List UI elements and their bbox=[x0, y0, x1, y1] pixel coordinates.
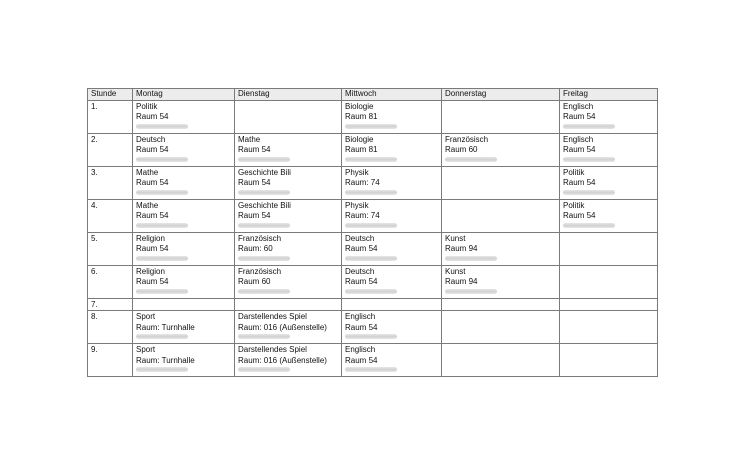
lesson-subject: Mathe bbox=[238, 134, 261, 144]
redacted-teacher-name bbox=[563, 223, 615, 228]
lesson-subject: Politik bbox=[136, 101, 158, 111]
table-row bbox=[88, 166, 658, 199]
lesson-room: Raum: 016 (Außenstelle) bbox=[238, 322, 327, 332]
redacted-teacher-name bbox=[345, 256, 397, 261]
redacted-teacher-name bbox=[238, 157, 290, 162]
period-cell: 4. bbox=[88, 199, 133, 232]
lesson-room: Raum 60 bbox=[445, 145, 478, 154]
lesson-subject: Physik bbox=[345, 167, 369, 177]
redacted-teacher-name bbox=[345, 334, 397, 339]
lesson-room: Raum: 016 (Außenstelle) bbox=[238, 355, 327, 365]
lesson-cell bbox=[342, 100, 442, 133]
lesson-room: Raum 54 bbox=[345, 322, 378, 332]
redacted-teacher-name bbox=[238, 334, 290, 339]
lesson-cell bbox=[133, 232, 235, 265]
lesson-cell bbox=[560, 166, 658, 199]
lesson-room: Raum 54 bbox=[136, 211, 169, 220]
lesson-room: Raum 54 bbox=[563, 112, 596, 121]
lesson-cell bbox=[235, 265, 342, 298]
table-row bbox=[88, 133, 658, 166]
lesson-room: Raum 54 bbox=[563, 145, 596, 154]
lesson-room: Raum 81 bbox=[345, 145, 378, 154]
timetable bbox=[87, 88, 658, 377]
column-header-friday: Freitag bbox=[560, 89, 658, 101]
period-cell: 6. bbox=[88, 265, 133, 298]
lesson-cell bbox=[235, 311, 342, 344]
lesson-room: Raum 54 bbox=[136, 277, 169, 286]
empty-cell bbox=[442, 100, 560, 133]
lesson-room: Raum 60 bbox=[238, 277, 271, 286]
lesson-cell bbox=[442, 133, 560, 166]
redacted-teacher-name bbox=[445, 157, 497, 162]
lesson-cell bbox=[342, 232, 442, 265]
redacted-teacher-name bbox=[345, 190, 397, 195]
lesson-cell bbox=[133, 166, 235, 199]
lesson-cell bbox=[235, 199, 342, 232]
lesson-room: Raum 54 bbox=[345, 244, 378, 253]
lesson-subject: Englisch bbox=[563, 134, 594, 144]
redacted-teacher-name bbox=[563, 157, 615, 162]
lesson-room: Raum: Turnhalle bbox=[136, 355, 195, 365]
lesson-subject: Politik bbox=[563, 167, 585, 177]
redacted-teacher-name bbox=[136, 190, 188, 195]
lesson-cell bbox=[133, 344, 235, 377]
header-row bbox=[88, 89, 658, 101]
lesson-room: Raum: 74 bbox=[345, 178, 380, 187]
period-cell: 8. bbox=[88, 311, 133, 344]
empty-cell bbox=[442, 199, 560, 232]
table-row bbox=[88, 199, 658, 232]
lesson-cell bbox=[560, 199, 658, 232]
lesson-subject: Kunst bbox=[445, 266, 466, 276]
lesson-cell bbox=[342, 265, 442, 298]
lesson-subject: Religion bbox=[136, 266, 165, 276]
empty-cell bbox=[442, 311, 560, 344]
lesson-subject: Englisch bbox=[345, 312, 376, 321]
lesson-cell bbox=[235, 232, 342, 265]
lesson-subject: Sport bbox=[136, 312, 156, 321]
lesson-cell bbox=[560, 133, 658, 166]
column-header-period: Stunde bbox=[88, 89, 133, 101]
redacted-teacher-name bbox=[136, 124, 188, 129]
period-cell: 1. bbox=[88, 100, 133, 133]
lesson-room: Raum 54 bbox=[136, 178, 169, 187]
lesson-cell bbox=[133, 199, 235, 232]
column-header-wednesday: Mittwoch bbox=[342, 89, 442, 101]
lesson-subject: Darstellendes Spiel bbox=[238, 312, 307, 321]
redacted-teacher-name bbox=[136, 256, 188, 261]
lesson-subject: Mathe bbox=[136, 167, 159, 177]
redacted-teacher-name bbox=[136, 223, 188, 228]
lesson-room: Raum 54 bbox=[345, 277, 378, 286]
lesson-cell bbox=[442, 232, 560, 265]
table-row bbox=[88, 344, 658, 377]
table-row bbox=[88, 311, 658, 344]
lesson-cell bbox=[133, 100, 235, 133]
lesson-subject: Französisch bbox=[238, 266, 282, 276]
lesson-room: Raum: Turnhalle bbox=[136, 322, 195, 332]
lesson-cell bbox=[342, 166, 442, 199]
column-header-thursday: Donnerstag bbox=[442, 89, 560, 101]
lesson-subject: Deutsch bbox=[345, 233, 375, 243]
lesson-cell bbox=[235, 344, 342, 377]
lesson-subject: Biologie bbox=[345, 134, 374, 144]
lesson-room: Raum 54 bbox=[345, 355, 378, 365]
lesson-subject: Deutsch bbox=[136, 134, 166, 144]
period-cell: 2. bbox=[88, 133, 133, 166]
lesson-cell bbox=[342, 199, 442, 232]
timetable-body bbox=[88, 100, 658, 377]
redacted-teacher-name bbox=[345, 124, 397, 129]
period-cell: 9. bbox=[88, 344, 133, 377]
lesson-room: Raum 54 bbox=[136, 145, 169, 154]
lesson-room: Raum 54 bbox=[136, 112, 169, 121]
empty-cell bbox=[342, 298, 442, 311]
lesson-subject: Biologie bbox=[345, 101, 374, 111]
redacted-teacher-name bbox=[136, 289, 188, 294]
lesson-room: Raum: 74 bbox=[345, 211, 380, 220]
redacted-teacher-name bbox=[563, 124, 615, 129]
redacted-teacher-name bbox=[238, 367, 290, 372]
empty-cell bbox=[235, 100, 342, 133]
lesson-cell bbox=[442, 265, 560, 298]
redacted-teacher-name bbox=[345, 157, 397, 162]
lesson-room: Raum 94 bbox=[445, 277, 478, 286]
lesson-subject: Englisch bbox=[345, 345, 376, 354]
redacted-teacher-name bbox=[445, 256, 497, 261]
table-row bbox=[88, 232, 658, 265]
redacted-teacher-name bbox=[345, 223, 397, 228]
lesson-subject: Sport bbox=[136, 345, 156, 354]
empty-cell bbox=[560, 298, 658, 311]
lesson-cell bbox=[235, 133, 342, 166]
lesson-cell bbox=[133, 265, 235, 298]
lesson-room: Raum 54 bbox=[238, 145, 271, 154]
lesson-cell bbox=[235, 166, 342, 199]
table-row bbox=[88, 100, 658, 133]
lesson-room: Raum 94 bbox=[445, 244, 478, 253]
lesson-subject: Französisch bbox=[238, 233, 282, 243]
column-header-tuesday: Dienstag bbox=[235, 89, 342, 101]
lesson-subject: Physik bbox=[345, 200, 369, 210]
lesson-subject: Geschichte Bili bbox=[238, 167, 291, 177]
period-cell: 7. bbox=[88, 298, 133, 311]
lesson-subject: Politik bbox=[563, 200, 585, 210]
empty-cell bbox=[560, 344, 658, 377]
lesson-cell bbox=[342, 344, 442, 377]
lesson-room: Raum 54 bbox=[238, 211, 271, 220]
lesson-cell bbox=[560, 100, 658, 133]
lesson-subject: Deutsch bbox=[345, 266, 375, 276]
lesson-subject: Religion bbox=[136, 233, 165, 243]
lesson-subject: Kunst bbox=[445, 233, 466, 243]
redacted-teacher-name bbox=[136, 157, 188, 162]
empty-cell bbox=[235, 298, 342, 311]
lesson-cell bbox=[342, 133, 442, 166]
empty-cell bbox=[442, 298, 560, 311]
redacted-teacher-name bbox=[238, 289, 290, 294]
lesson-cell bbox=[133, 133, 235, 166]
empty-cell bbox=[560, 232, 658, 265]
table-row bbox=[88, 265, 658, 298]
period-cell: 5. bbox=[88, 232, 133, 265]
redacted-teacher-name bbox=[238, 223, 290, 228]
lesson-subject: Französisch bbox=[445, 134, 489, 144]
redacted-teacher-name bbox=[136, 334, 188, 339]
empty-cell bbox=[133, 298, 235, 311]
lesson-room: Raum 54 bbox=[563, 211, 596, 220]
lesson-room: Raum 54 bbox=[136, 244, 169, 253]
lesson-subject: Englisch bbox=[563, 101, 594, 111]
column-header-monday: Montag bbox=[133, 89, 235, 101]
redacted-teacher-name bbox=[345, 367, 397, 372]
lesson-room: Raum: 60 bbox=[238, 244, 273, 253]
lesson-subject: Mathe bbox=[136, 200, 159, 210]
empty-cell bbox=[442, 344, 560, 377]
lesson-cell bbox=[342, 311, 442, 344]
empty-cell bbox=[560, 311, 658, 344]
redacted-teacher-name bbox=[136, 367, 188, 372]
redacted-teacher-name bbox=[238, 256, 290, 261]
table-row bbox=[88, 298, 658, 311]
redacted-teacher-name bbox=[345, 289, 397, 294]
empty-cell bbox=[442, 166, 560, 199]
lesson-room: Raum 54 bbox=[563, 178, 596, 187]
lesson-cell bbox=[133, 311, 235, 344]
redacted-teacher-name bbox=[563, 190, 615, 195]
lesson-subject: Geschichte Bili bbox=[238, 200, 291, 210]
lesson-room: Raum 81 bbox=[345, 112, 378, 121]
lesson-subject: Darstellendes Spiel bbox=[238, 345, 307, 354]
lesson-room: Raum 54 bbox=[238, 178, 271, 187]
period-cell: 3. bbox=[88, 166, 133, 199]
empty-cell bbox=[560, 265, 658, 298]
redacted-teacher-name bbox=[445, 289, 497, 294]
redacted-teacher-name bbox=[238, 190, 290, 195]
